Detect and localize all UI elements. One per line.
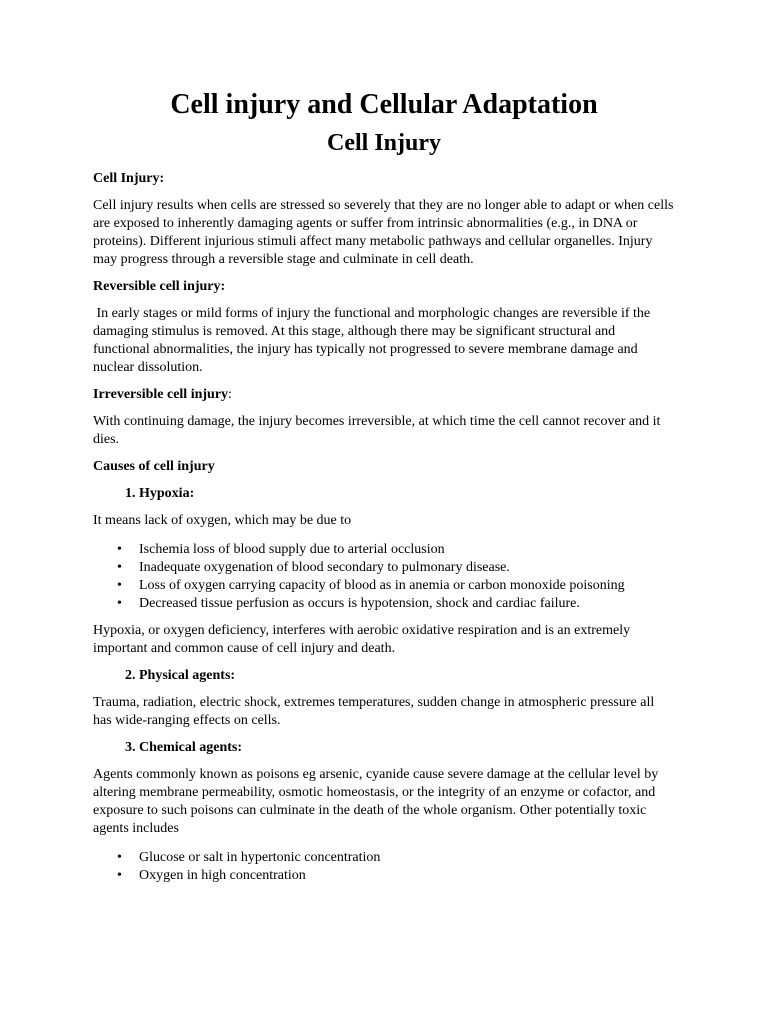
causes-heading: Causes of cell injury <box>93 459 215 474</box>
irreversible-heading-line <box>93 386 675 404</box>
chemical-paragraph: Agents commonly known as poisons eg arsenic, cyanide cause severe damage at the cellular level by altering membrane permeability, osmotic homeostasis, or the integrity of an enzyme or cofactor, and exposure to such poisons can culminate in the death of the whole organism. Other potentially toxic agents includes <box>93 767 659 836</box>
list-item: • Decreased tissue perfusion as occurs is hypotension, shock and cardiac failure. <box>139 595 675 613</box>
hypoxia-bullet-list <box>93 541 675 613</box>
cell-injury-paragraph: Cell injury results when cells are stressed so severely that they are no longer able to adapt or when cells are exposed to inherently damaging agents or suffer from intrinsic abnormalities (e.g., in DNA or proteins). Different injurious stimuli affect many metabolic pathways and cellular organelles. Injury may progress through a reversible stage and culminate in cell death. <box>93 198 674 267</box>
hypoxia-intro: It means lack of oxygen, which may be due to <box>93 513 352 528</box>
list-item: • Glucose or salt in hypertonic concentration <box>139 849 675 867</box>
cell-injury-heading: Cell Injury: <box>93 171 165 186</box>
reversible-paragraph: In early stages or mild forms of injury the functional and morphologic changes are reversible if the damaging stimulus is removed. At this stage, although there may be significant structural and functional abnormalities, the injury has typically not progressed to severe membrane damage and nuclear dissolution. <box>93 306 654 375</box>
list-item: • Ischemia loss of blood supply due to arterial occlusion <box>139 541 675 559</box>
hypoxia-summary: Hypoxia, or oxygen deficiency, interferes with aerobic oxidative respiration and is an extremely important and common cause of cell injury and death. <box>93 623 631 656</box>
irreversible-paragraph: With continuing damage, the injury becomes irreversible, at which time the cell cannot recover and it dies. <box>93 414 661 447</box>
irreversible-colon: : <box>228 387 232 402</box>
list-item: • Inadequate oxygenation of blood secondary to pulmonary disease. <box>139 559 675 577</box>
list-item: • Oxygen in high concentration <box>139 867 675 885</box>
chemical-heading: 3. Chemical agents: <box>139 739 675 757</box>
document-title: Cell injury and Cellular Adaptation <box>170 89 598 120</box>
causes-list-2 <box>93 667 675 685</box>
irreversible-heading: Irreversible cell injury <box>93 387 229 402</box>
chemical-bullet-list <box>93 849 675 885</box>
hypoxia-heading: 1. Hypoxia: <box>139 485 675 503</box>
reversible-heading: Reversible cell injury: <box>93 279 226 294</box>
causes-list-3 <box>93 739 675 757</box>
physical-paragraph: Trauma, radiation, electric shock, extremes temperatures, sudden change in atmospheric pressure all has wide-ranging effects on cells. <box>93 695 655 728</box>
list-item: • Loss of oxygen carrying capacity of blood as in anemia or carbon monoxide poisoning <box>139 577 675 595</box>
physical-heading: 2. Physical agents: <box>139 667 675 685</box>
causes-list-1 <box>93 485 675 503</box>
document-subtitle: Cell Injury <box>327 130 441 156</box>
